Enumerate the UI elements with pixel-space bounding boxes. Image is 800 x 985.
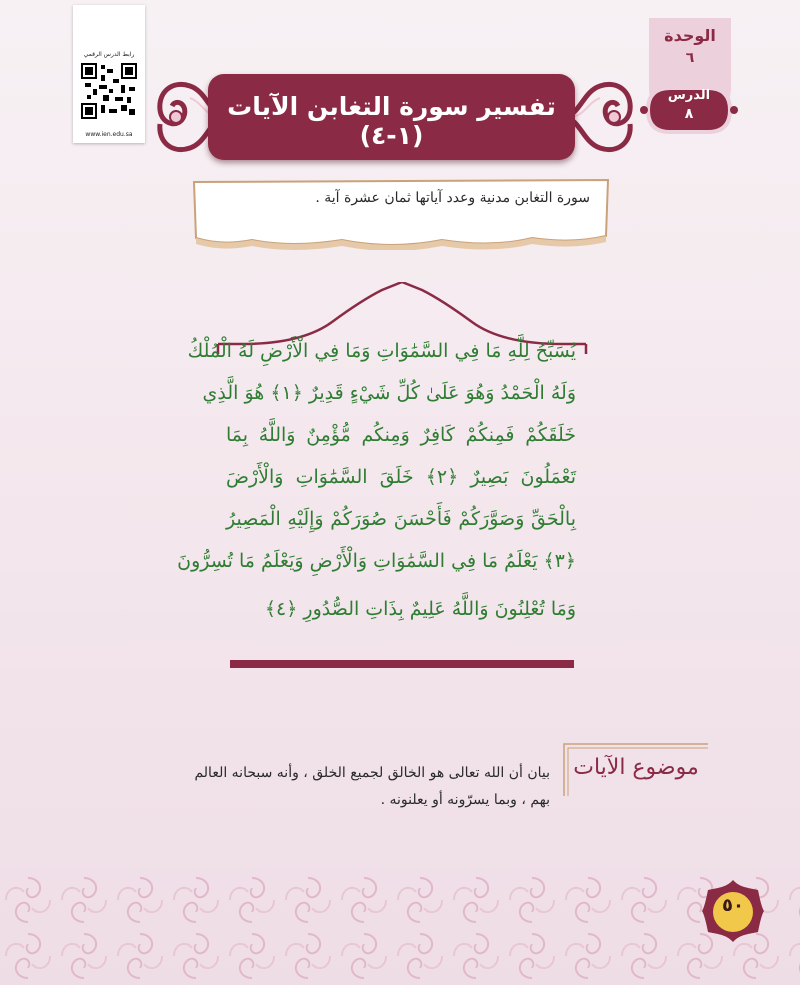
verse-line-2: وَلَهُ الْحَمْدُ وَهُوَ عَلَىٰ كُلِّ شَيْءٍ قَدِيرٌ ﴿١﴾ هُوَ الَّذِي [202, 382, 576, 404]
title-banner [208, 74, 575, 160]
verse-line-3: خَلَقَكُمْ فَمِنكُمْ كَافِرٌ وَمِنكُم مُّؤْمِنٌ وَاللَّهُ بِمَا [226, 424, 576, 446]
footer-ornament-band [0, 872, 800, 985]
verse-line-5: بِالْحَقِّ وَصَوَّرَكُمْ فَأَحْسَنَ صُوَرَكُمْ وَإِلَيْهِ الْمَصِيرُ [226, 508, 576, 530]
verse-line-7: وَمَا تُعْلِنُونَ وَاللَّهُ عَلِيمٌ بِذَاتِ الصُّدُورِ ﴿٤﴾ [264, 598, 576, 620]
qr-code-icon[interactable] [81, 63, 137, 119]
lesson-number: ٨ [684, 106, 694, 122]
intro-text: سورة التغابن مدنية وعدد آياتها ثمان عشرة آية . [315, 190, 590, 206]
qr-url: www.ien.edu.sa [85, 131, 133, 138]
verse-line-1: يُسَبِّحُ لِلَّهِ مَا فِي السَّمَٰوَاتِ وَمَا فِي الْأَرْضِ لَهُ الْمُلْكُ [187, 340, 576, 362]
topic-body: بيان أن الله تعالى هو الخالق لجميع الخلق ، وأنه سبحانه العالم بهم ، وبما يسرّونه أو يعلنونه . [194, 765, 550, 808]
unit-number: ٦ [685, 50, 695, 66]
page-title: تفسير سورة التغابن الآيات (١-٤) [227, 92, 556, 150]
topic-title: موضوع الآيات [573, 755, 699, 780]
verse-line-4: تَعْمَلُونَ بَصِيرٌ ﴿٢﴾ خَلَقَ السَّمَٰوَاتِ وَالْأَرْضَ [226, 466, 576, 488]
lesson-label: الدرس [667, 88, 711, 103]
intro-paper-background [192, 178, 610, 250]
qr-caption: رابط الدرس الرقمي [83, 51, 135, 58]
unit-label: الوحدة [664, 26, 716, 45]
qr-card[interactable] [73, 5, 145, 143]
page-number: ٥٠ [722, 895, 744, 916]
verse-line-6: ﴿٣﴾ يَعْلَمُ مَا فِي السَّمَٰوَاتِ وَالْأَرْضِ وَيَعْلَمُ مَا تُسِرُّونَ [177, 550, 576, 572]
